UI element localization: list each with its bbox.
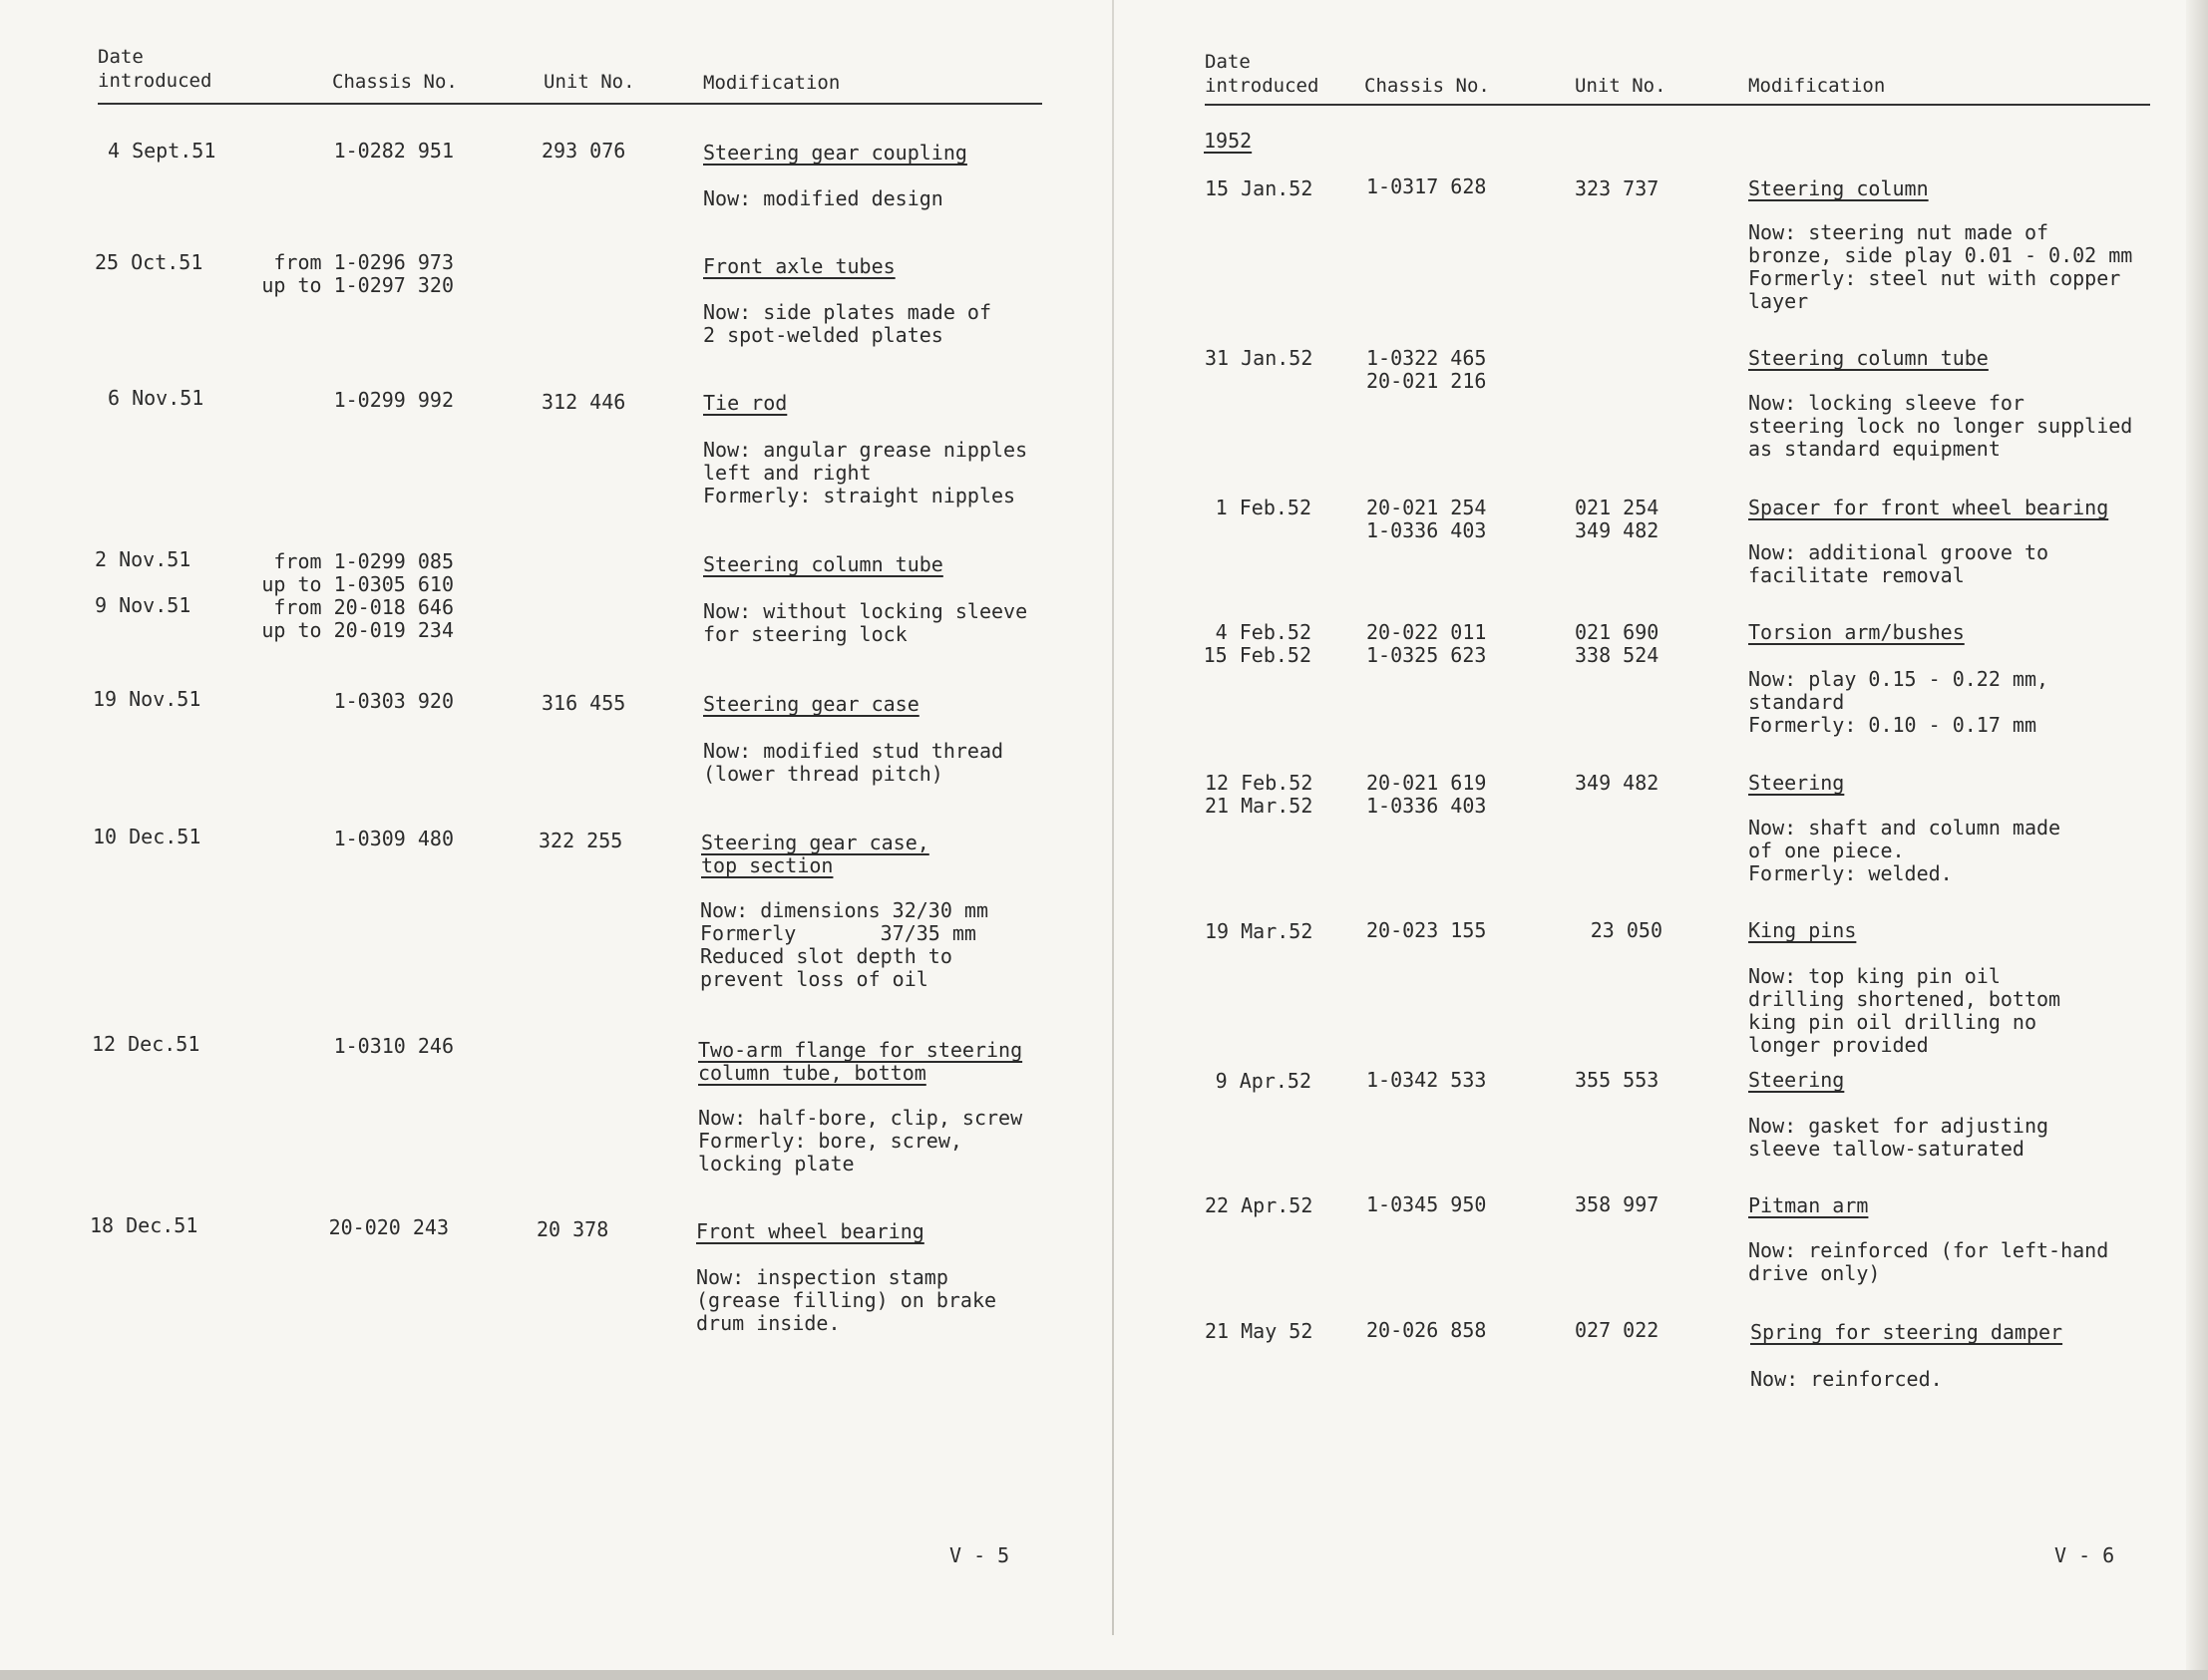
entry-title: Spring for steering damper xyxy=(1750,1320,2063,1344)
header-unit-no: Unit No. xyxy=(1575,75,1666,97)
entry-chassis: 1-0317 628 xyxy=(1366,174,1487,198)
entry-body: Now: locking sleeve for steering lock no longer supplied as standard equipment xyxy=(1748,391,2133,461)
entry-title: King pins xyxy=(1748,918,1857,942)
entry-body: Now: without locking sleeve for steering lock xyxy=(703,599,1028,646)
entry-chassis: 1-0342 533 xyxy=(1366,1068,1487,1092)
entry-title: Pitman arm xyxy=(1748,1193,1869,1217)
entry-unit: 23 050 xyxy=(1590,918,1662,942)
entry-date: 4 Feb.52 15 Feb.52 xyxy=(1203,620,1311,667)
entry-body: Now: inspection stamp (grease filling) on brake drum inside. xyxy=(696,1265,997,1335)
entry-title: Steering column xyxy=(1748,176,1929,200)
header-chassis-no: Chassis No. xyxy=(332,71,458,93)
entry-date: 6 Nov.51 xyxy=(108,386,204,410)
entry-unit: 323 737 xyxy=(1575,176,1659,200)
entry-chassis: 1-0299 992 xyxy=(333,388,454,412)
page-number: V - 5 xyxy=(949,1543,1010,1567)
entry-date: 31 Jan.52 xyxy=(1205,346,1313,370)
entry-chassis: 1-0310 246 xyxy=(333,1034,454,1058)
entry-title: Front wheel bearing xyxy=(696,1219,924,1243)
entry-chassis: 20-026 858 xyxy=(1366,1318,1487,1342)
entry-body: Now: steering nut made of bronze, side play 0.01 - 0.02 mm Formerly: steel nut with copper layer xyxy=(1748,220,2133,313)
header-rule xyxy=(98,103,1042,105)
entry-chassis: 1-0345 950 xyxy=(1366,1192,1487,1216)
entry-unit: 20 378 xyxy=(537,1217,609,1241)
entry-date: 9 Apr.52 xyxy=(1215,1069,1311,1093)
entry-chassis: 20-021 254 1-0336 403 xyxy=(1366,496,1487,542)
entry-unit: 021 254 349 482 xyxy=(1575,496,1659,542)
entry-body: Now: modified design xyxy=(703,186,943,210)
entry-date: 1 Feb.52 xyxy=(1215,496,1311,519)
entry-title: Front axle tubes xyxy=(703,254,896,278)
entry-body: Now: reinforced (for left-hand drive only) xyxy=(1748,1238,2109,1285)
entry-title: Steering xyxy=(1748,771,1845,795)
entry-chassis: 20-022 011 1-0325 623 xyxy=(1366,620,1487,667)
entry-title: Two-arm flange for steering column tube, bottom xyxy=(698,1038,1023,1085)
entry-title: Tie rod xyxy=(703,391,788,415)
header-rule xyxy=(1205,104,2150,106)
entry-title: Steering gear coupling xyxy=(703,141,967,165)
entry-date: 19 Nov.51 xyxy=(93,687,201,711)
entry-date: 25 Oct.51 xyxy=(95,250,203,274)
header-chassis-no: Chassis No. xyxy=(1364,75,1490,97)
entry-date: 4 Sept.51 xyxy=(108,139,216,163)
entry-body: Now: additional groove to facilitate removal xyxy=(1748,540,2049,587)
entry-date: 15 Jan.52 xyxy=(1205,176,1313,200)
entry-chassis: 1-0282 951 xyxy=(333,139,454,163)
entry-date: 12 Dec.51 xyxy=(92,1032,200,1056)
entry-unit: 312 446 xyxy=(542,390,626,414)
entry-unit: 293 076 xyxy=(542,139,626,163)
entry-date: 19 Mar.52 xyxy=(1205,919,1313,943)
header-modification: Modification xyxy=(703,72,841,94)
entry-unit: 349 482 xyxy=(1575,771,1659,795)
entry-chassis: from 1-0296 973 up to 1-0297 320 xyxy=(261,250,454,297)
entry-body: Now: top king pin oil drilling shortened, bottom king pin oil drilling no longer provided xyxy=(1748,964,2061,1057)
page-number: V - 6 xyxy=(2054,1543,2115,1567)
entry-title: Steering gear case, top section xyxy=(701,831,929,877)
entry-chassis: 1-0309 480 xyxy=(333,827,454,850)
entry-date: 2 Nov.51 9 Nov.51 xyxy=(95,547,191,617)
entry-chassis: 20-023 155 xyxy=(1366,918,1487,942)
entry-date: 12 Feb.52 21 Mar.52 xyxy=(1205,771,1313,818)
entry-date: 21 May 52 xyxy=(1205,1319,1313,1343)
entry-date: 22 Apr.52 xyxy=(1205,1193,1313,1217)
entry-body: Now: angular grease nipples left and right Formerly: straight nipples xyxy=(703,438,1028,507)
entry-title: Torsion arm/bushes xyxy=(1748,620,1965,644)
entry-body: Now: shaft and column made of one piece. Formerly: welded. xyxy=(1748,816,2061,885)
entry-unit: 021 690 338 524 xyxy=(1575,620,1659,667)
entry-title: Steering column tube xyxy=(703,552,943,576)
entry-title: Spacer for front wheel bearing xyxy=(1748,496,2109,519)
right-page xyxy=(1112,0,2208,1680)
entry-title: Steering xyxy=(1748,1068,1845,1092)
year-heading: 1952 xyxy=(1204,129,1253,153)
entry-chassis: 1-0303 920 xyxy=(333,689,454,713)
entry-unit: 027 022 xyxy=(1575,1318,1659,1342)
header-date-introduced: Date introduced xyxy=(1205,51,1319,97)
entry-date: 18 Dec.51 xyxy=(90,1213,198,1237)
header-modification: Modification xyxy=(1748,75,1886,97)
entry-body: Now: gasket for adjusting sleeve tallow-saturated xyxy=(1748,1114,2049,1161)
entry-title: Steering gear case xyxy=(703,692,920,716)
entry-chassis: 20-020 243 xyxy=(328,1215,449,1239)
entry-body: Now: half-bore, clip, screw Formerly: bore, screw, locking plate xyxy=(698,1106,1023,1176)
header-date-introduced: Date introduced xyxy=(98,46,212,92)
entry-unit: 322 255 xyxy=(539,829,623,852)
entry-body: Now: reinforced. xyxy=(1750,1367,1943,1391)
entry-date: 10 Dec.51 xyxy=(93,825,201,848)
entry-unit: 355 553 xyxy=(1575,1068,1659,1092)
entry-chassis: 20-021 619 1-0336 403 xyxy=(1366,771,1487,818)
entry-body: Now: side plates made of 2 spot-welded plates xyxy=(703,300,991,347)
header-unit-no: Unit No. xyxy=(544,71,635,93)
entry-title: Steering column tube xyxy=(1748,346,1989,370)
entry-body: Now: modified stud thread (lower thread pitch) xyxy=(703,739,1004,786)
entry-unit: 316 455 xyxy=(542,691,626,715)
entry-body: Now: dimensions 32/30 mm Formerly 37/35 mm Reduced slot depth to prevent loss of oil xyxy=(700,898,988,991)
entry-unit: 358 997 xyxy=(1575,1192,1659,1216)
entry-body: Now: play 0.15 - 0.22 mm, standard Formerly: 0.10 - 0.17 mm xyxy=(1748,667,2049,737)
entry-chassis: from 1-0299 085 up to 1-0305 610 from 20-018 646 up to 20-019 234 xyxy=(261,549,454,642)
entry-chassis: 1-0322 465 20-021 216 xyxy=(1366,346,1487,393)
